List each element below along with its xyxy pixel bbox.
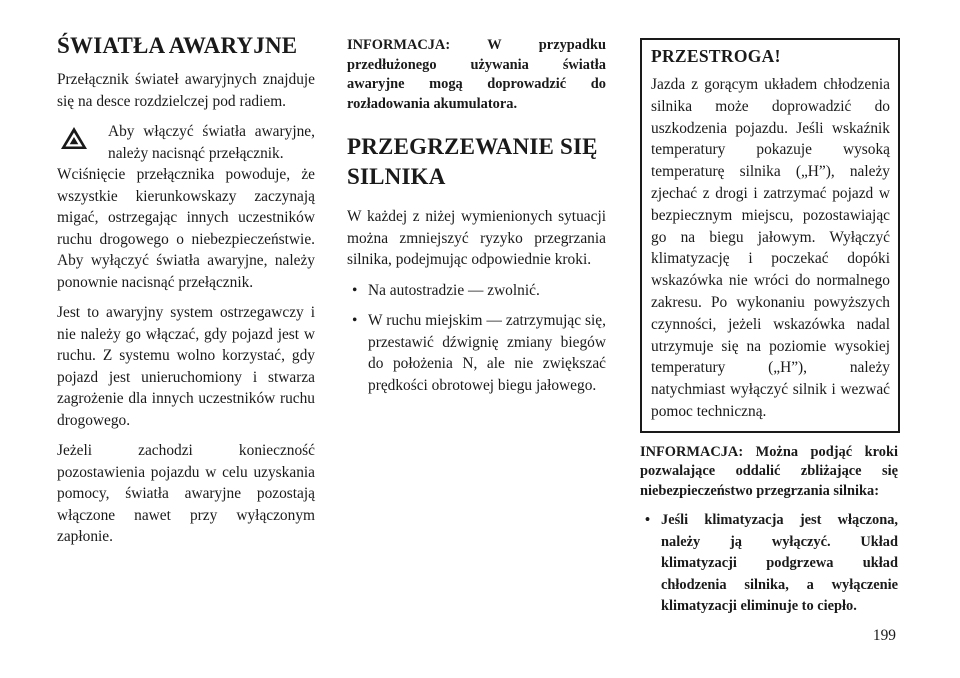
paragraph-ignition-off: Jeżeli zachodzi konieczność pozostawienia pojazdu w celu uzyskania pomocy, światła awaryjne pozostają włączone nawet przy wyłączonym zapłonie. (57, 442, 315, 545)
note-battery-discharge: INFORMACJA: W przypadku przedłużonego używania światła awaryjne mogą doprowadzić do rozładowania akumulatora. (347, 37, 606, 112)
section-heading-hazard-lights: ŚWIATŁA AWARYJNE (57, 33, 298, 58)
caution-box (640, 38, 900, 433)
hazard-activation-rest: Wciśnięcie przełącznika powoduje, że wszystkie kierunkowskazy zaczynają migać, ostrzegając innych uczestników ruchu drogowego o niebezpieczeństwie. Aby wyłączyć światła awaryjne, należy ponownie nacisnąć przełącznik. (57, 166, 315, 291)
caution-text: Jazda z gorącym układem chłodzenia silnika może doprowadzić do uszkodzenia pojazdu. Jeśli wskaźnik temperatury pokazuje wysoką temperaturę silnika („H”), należy zjechać z drogi i zatrzymać pojazd w bezpiecznym miejscu, pozostawiając go na biegu jałowym. Wyłączyć klimatyzację i poczekać dopóki wskazówka nie wróci do normalnego zakresu. Po wykonaniu powyższych czynności, jeżeli wskazówka nadal utrzymuje się na poziomie wysokiej temperatury („H”), należy natychmiast wyłączyć silnik i wezwać pomoc techniczną. (651, 76, 890, 420)
overheating-steps-list (347, 280, 606, 397)
column-left (57, 32, 315, 557)
hazard-warning-triangle-icon (60, 126, 88, 150)
list-item: • Na autostradzie — zwolnić. (347, 280, 606, 302)
list-item: • W ruchu miejskim — zatrzymując się, przestawić dźwignię zmiany biegów do położenia N, ale nie zwiększać prędkości obrotowej biegu jałowego. (347, 310, 606, 396)
paragraph-overheating-intro: W każdej z niżej wymienionych sytuacji można zmniejszyć ryzyko przegrzania silnika, podejmując odpowiednie kroki. (347, 208, 606, 268)
list-item: • Jeśli klimatyzacja jest włączona, należy ją wyłączyć. Układ klimatyzacji podgrzewa układ chłodzenia silnika, a wyłączenie klimatyzacji eliminuje to ciepło. (640, 510, 898, 618)
note-overheating-steps: INFORMACJA: Można podjąć kroki pozwalające oddalić zbliżające się niebezpieczeństwo przegrzania silnika: (640, 443, 898, 499)
caution-title: PRZESTROGA! (651, 46, 781, 66)
ac-steps-list (640, 510, 898, 618)
paragraph-hazard-activation (57, 121, 315, 293)
paragraph-emergency-use: Jest to awaryjny system ostrzegawczy i nie należy go włączać, gdy pojazd jest w ruchu. Z systemu wolno korzystać, gdy pojazd jest unieruchomiony i stwarza zagrożenie dla innych uczestników ruchu drogowego. (57, 304, 315, 429)
hazard-activation-first-line: Aby włączyć światła awaryjne, należy nacisnąć przełącznik. (108, 123, 315, 162)
column-right (640, 38, 898, 627)
paragraph-switch-location: Przełącznik świateł awaryjnych znajduje się na desce rozdzielczej pod radiem. (57, 71, 315, 110)
section-heading-engine-overheating: PRZEGRZEWANIE SIĘ SILNIKA (347, 134, 598, 189)
page-number: 199 (872, 627, 896, 644)
column-middle (347, 36, 606, 405)
